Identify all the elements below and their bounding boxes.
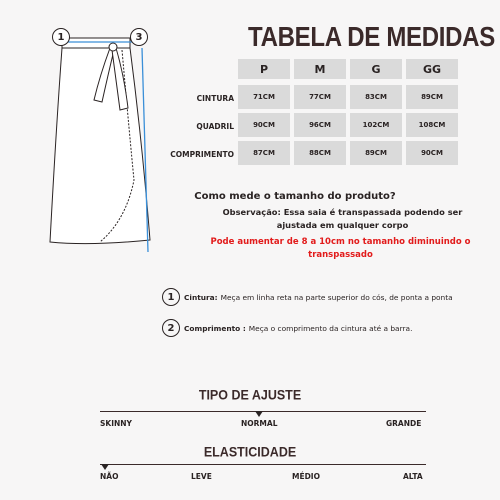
fit-scale-line [100,411,426,412]
elasticity-option: LEVE [191,472,212,481]
elasticity-option: ALTA [403,472,423,481]
table-row [162,141,462,167]
row-label: CINTURA [196,94,234,103]
measure-question: Como mede o tamanho do produto? [194,191,396,202]
row-label: COMPRIMENTO [170,150,234,159]
adjust-note: Pode aumentar de 8 a 10cm no tamanho diminuindo o transpassado [210,237,471,260]
skirt-drawing [30,20,160,260]
table-cell: 108CM [406,113,458,137]
table-cell: 87CM [238,141,290,165]
marker-1: 1 [52,28,70,46]
table-cell: 90CM [406,141,458,165]
fit-marker-icon [255,411,263,417]
fit-option: SKINNY [100,419,132,428]
size-header: M [294,59,346,79]
elasticity-title: ELASTICIDADE [203,444,297,460]
table-cell: 77CM [294,85,346,109]
fit-title: TIPO DE AJUSTE [198,387,302,403]
size-header: G [350,59,402,79]
elasticity-option: NÃO [100,472,119,481]
table-row [162,85,462,111]
measure-item-waist [162,288,453,306]
page-title: TABELA DE MEDIDAS [248,22,495,54]
size-header: GG [406,59,458,79]
measure-label: Comprimento : [184,323,246,333]
measure-label: Cintura: [184,292,218,302]
elasticity-option: MÉDIO [292,472,320,481]
table-row [162,113,462,139]
skirt-illustration [30,20,160,264]
table-cell: 89CM [406,85,458,109]
elasticity-scale-line [100,464,426,465]
table-cell: 90CM [238,113,290,137]
table-cell: 71CM [238,85,290,109]
measure-text: Meça o comprimento da cintura até a barra. [248,323,413,333]
fit-option: NORMAL [241,419,278,428]
table-cell: 83CM [350,85,402,109]
measure-text: Meça em linha reta na parte superior do cós, de ponta a ponta [220,292,453,302]
row-label: QUADRIL [196,122,234,131]
table-cell: 89CM [350,141,402,165]
observation-text: Observação: Essa saia é transpassada podendo ser ajustada em qualquer corpo [222,207,463,230]
size-table [162,59,462,169]
elasticity-marker-icon [101,464,109,470]
table-cell: 88CM [294,141,346,165]
step-number: 2 [162,319,180,337]
size-header: P [238,59,290,79]
table-cell: 96CM [294,113,346,137]
table-cell: 102CM [350,113,402,137]
marker-3: 3 [130,28,148,46]
measure-item-length [162,319,412,337]
step-number: 1 [162,288,180,306]
size-header-row [162,59,462,85]
fit-option: GRANDE [386,419,422,428]
